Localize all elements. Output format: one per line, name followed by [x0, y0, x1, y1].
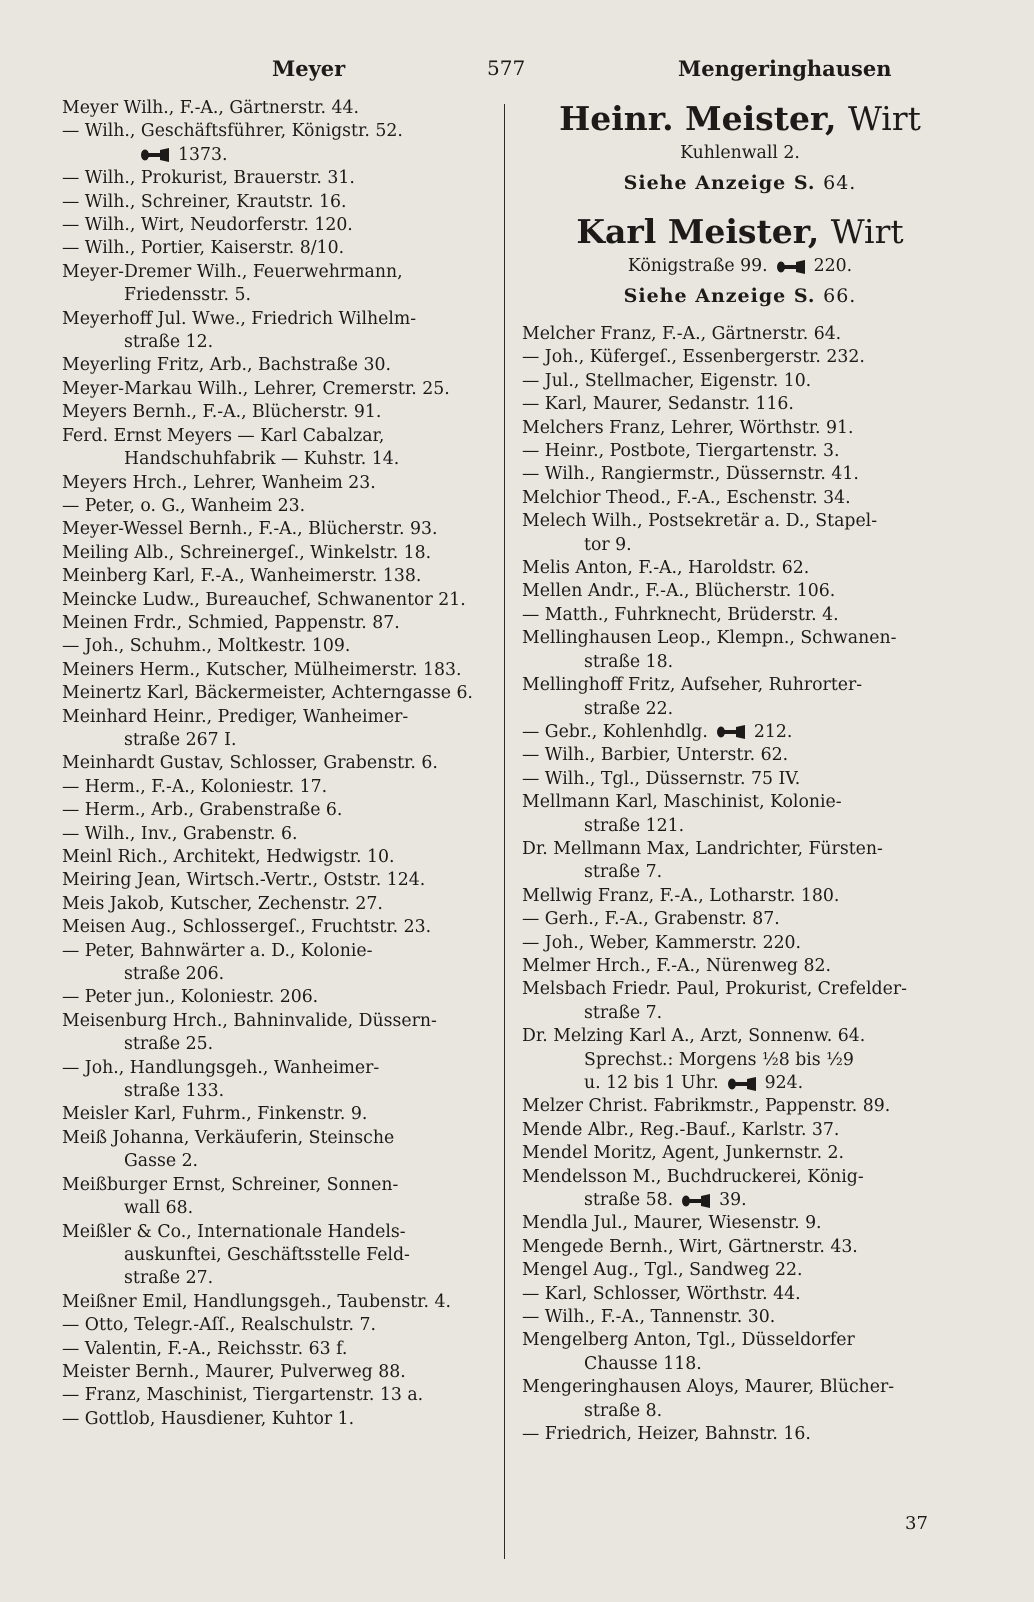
- directory-entry: [62, 167, 504, 190]
- telephone-icon: [140, 148, 170, 162]
- phone-number-value: 212.: [753, 721, 793, 742]
- phone-number: [719, 1073, 803, 1093]
- entry-line: — Wilh., Barbier, Unterstr. 62.: [522, 745, 789, 766]
- entry-continuation: straße 121.: [584, 815, 685, 836]
- entry-line: Meiring Jean, Wirtsch.-Vertr., Oststr. 124.: [62, 870, 426, 891]
- entry-line: — Joh., Handlungsgeh., Wanheimer-: [62, 1057, 380, 1078]
- directory-entry: [62, 799, 504, 822]
- directory-entry: [62, 191, 504, 214]
- entry-line: Melchers Franz, Lehrer, Wörthstr. 91.: [522, 417, 854, 438]
- entry-line: Meis Jakob, Kutscher, Zechenstr. 27.: [62, 893, 383, 914]
- entry-line: — Valentin, F.-A., Reichsstr. 63 f.: [62, 1338, 348, 1359]
- directory-entry: [62, 495, 504, 518]
- entry-line: — Wilh., F.-A., Tannenstr. 30.: [522, 1307, 776, 1328]
- entry-line: Mengeringhausen Aloys, Maurer, Blücher-: [522, 1377, 895, 1398]
- entry-line: — Wilh., Rangiermstr., Düssernstr. 41.: [522, 464, 859, 485]
- entry-line: Meisen Aug., Schlossergeſ., Fruchtstr. 23.: [62, 917, 432, 938]
- entry-line: — Joh., Schuhm., Moltkestr. 109.: [62, 636, 351, 657]
- entry-continuation: straße 22.: [584, 698, 674, 719]
- telephone-icon: [681, 1194, 711, 1208]
- ad-role: Wirt: [830, 212, 904, 251]
- entry-line: Meinertz Karl, Bäckermeister, Achterngasse 6.: [62, 683, 473, 704]
- entry-line: — Wilh., Wirt, Neudorferstr. 120.: [62, 215, 353, 236]
- directory-entry: [62, 846, 504, 869]
- directory-entry: [62, 1338, 504, 1361]
- entry-line: Meyer-Markau Wilh., Lehrer, Cremerstr. 25.: [62, 378, 450, 399]
- directory-entry: [62, 589, 504, 612]
- entry-line: Mengel Aug., Tgl., Sandweg 22.: [522, 1260, 803, 1281]
- telephone-icon: [776, 260, 806, 274]
- directory-entry: [62, 659, 504, 682]
- directory-entry: [522, 791, 958, 838]
- directory-entry: [62, 97, 504, 120]
- directory-entry: [522, 557, 958, 580]
- entry-line: — Peter jun., Koloniestr. 206.: [62, 987, 319, 1008]
- directory-entry: [62, 1057, 504, 1104]
- entry-continuation: straße 25.: [124, 1034, 214, 1055]
- entry-continuation: Gasse 2.: [124, 1151, 199, 1172]
- directory-entry: [62, 893, 504, 916]
- directory-entry: [62, 378, 504, 401]
- entry-line: Meisler Karl, Fuhrm., Finkenstr. 9.: [62, 1104, 368, 1125]
- directory-entry: [522, 955, 958, 978]
- directory-entry: [62, 144, 504, 167]
- entry-line: Melis Anton, F.-A., Haroldstr. 62.: [522, 558, 810, 579]
- entry-line: Meyer Wilh., F.-A., Gärtnerstr. 44.: [62, 98, 359, 118]
- entry-line: Ferd. Ernst Meyers — Karl Cabalzar,: [62, 425, 385, 446]
- directory-entry: [522, 1095, 958, 1118]
- right-entries: [522, 323, 958, 1447]
- entry-line: — Otto, Telegr.-Aſſ., Realschulstr. 7.: [62, 1315, 376, 1336]
- entry-line: — Karl, Schlosser, Wörthstr. 44.: [522, 1283, 801, 1304]
- entry-line: Mendel Moritz, Agent, Junkernstr. 2.: [522, 1143, 845, 1164]
- entry-continuation: Handschuhfabrik — Kuhstr. 14.: [124, 449, 400, 470]
- entry-continuation: u. 12 bis 1 Uhr. 924.: [584, 1073, 804, 1093]
- ad-proprietor: Heinr. Meister,: [559, 99, 837, 138]
- directory-entry: [62, 752, 504, 775]
- entry-line: — Gerh., F.-A., Grabenstr. 87.: [522, 909, 780, 930]
- directory-entry: [522, 1166, 958, 1213]
- directory-entry: [62, 869, 504, 892]
- directory-entry: [62, 823, 504, 846]
- directory-entry: [62, 682, 504, 705]
- entry-continuation: straße 7.: [584, 1002, 663, 1023]
- ad-see-reference: [522, 166, 958, 200]
- directory-entry: [522, 744, 958, 767]
- directory-entry: [62, 1384, 504, 1407]
- entry-continuation: straße 133.: [124, 1081, 225, 1102]
- directory-entry: [522, 440, 958, 463]
- entry-line: Dr. Mellmann Max, Landrichter, Fürsten-: [522, 838, 883, 859]
- phone-number: [132, 145, 227, 165]
- entry-line: Dr. Melzing Karl A., Arzt, Sonnenw. 64.: [522, 1026, 866, 1047]
- directory-entry: [522, 721, 958, 744]
- entry-line: Meinhardt Gustav, Schlosser, Grabenstr. 6.: [62, 753, 438, 774]
- entry-continuation: Sprechst.: Morgens ½8 bis ½9: [584, 1049, 854, 1070]
- entry-line: — Jul., Stellmacher, Eigenstr. 10.: [522, 370, 812, 391]
- advertisement-block: [522, 97, 958, 313]
- entry-line: Meyerling Fritz, Arb., Bachstraße 30.: [62, 355, 391, 376]
- directory-entry: [62, 635, 504, 658]
- entry-line: Mende Albr., Reg.-Bauf., Karlstr. 37.: [522, 1119, 840, 1140]
- directory-entry: [522, 510, 958, 557]
- entry-line: Meyerhoff Jul. Wwe., Friedrich Wilhelm-: [62, 308, 417, 329]
- directory-entry: [522, 674, 958, 721]
- entry-continuation: straße 18.: [584, 651, 674, 672]
- directory-entry: [522, 1376, 958, 1423]
- directory-entry: [522, 463, 958, 486]
- entry-line: Melmer Hrch., F.-A., Nürenweg 82.: [522, 955, 831, 976]
- ad-see-reference: [522, 279, 958, 313]
- left-column: [62, 97, 504, 1431]
- telephone-icon: [727, 1077, 757, 1091]
- entry-line: Meinhard Heinr., Prediger, Wanheimer-: [62, 706, 409, 727]
- entry-line: — Herm., Arb., Grabenstraße 6.: [62, 800, 343, 821]
- ad-address-line: [522, 141, 958, 166]
- ad-see-label: Siehe Anzeige S.: [623, 172, 816, 194]
- directory-entry: [62, 425, 504, 472]
- entry-line: — Heinr., Postbote, Tiergartenstr. 3.: [522, 441, 840, 462]
- entry-line: Meisenburg Hrch., Bahninvalide, Düssern-: [62, 1010, 437, 1031]
- entry-line: — Herm., F.-A., Koloniestr. 17.: [62, 776, 328, 797]
- directory-entry: [62, 1010, 504, 1057]
- directory-entry: [522, 1283, 958, 1306]
- directory-entry: [522, 604, 958, 627]
- directory-entry: [62, 1127, 504, 1174]
- directory-entry: [62, 776, 504, 799]
- ad-see-page: 66.: [823, 285, 857, 307]
- page-number: 577: [487, 56, 526, 80]
- directory-entry: [62, 1314, 504, 1337]
- entry-line: Mengelberg Anton, Tgl., Düsseldorfer: [522, 1330, 855, 1351]
- entry-line: Melsbach Friedr. Paul, Prokurist, Crefelder-: [522, 979, 907, 1000]
- entry-line: Meinen Frdr., Schmied, Pappenstr. 87.: [62, 612, 400, 633]
- ad-see-label: Siehe Anzeige S.: [623, 285, 816, 307]
- ad-role: Wirt: [847, 99, 921, 138]
- entry-line: — Friedrich, Heizer, Bahnstr. 16.: [522, 1424, 811, 1445]
- entry-line: — Wilh., Portier, Kaiserstr. 8/10.: [62, 238, 345, 259]
- directory-entry: [522, 1119, 958, 1142]
- ad-name: [522, 210, 958, 254]
- directory-entry: [522, 1423, 958, 1446]
- entry-line: Mellwig Franz, F.-A., Lotharstr. 180.: [522, 885, 840, 906]
- right-column: [522, 97, 958, 1447]
- ad-address-line: [522, 254, 958, 279]
- directory-entry: [62, 565, 504, 588]
- phone-number: [673, 1190, 746, 1210]
- directory-entry: [62, 214, 504, 237]
- directory-entry: [522, 885, 958, 908]
- entry-line: Meyer-Wessel Bernh., F.-A., Blücherstr. 93.: [62, 519, 438, 540]
- entry-line: Mellinghausen Leop., Klempn., Schwanen-: [522, 628, 897, 649]
- entry-line: Meinl Rich., Architekt, Hedwigstr. 10.: [62, 847, 395, 867]
- directory-entry: [522, 346, 958, 369]
- entry-line: Meißner Emil, Handlungsgeh., Taubenstr. 4.: [62, 1291, 452, 1312]
- entry-line: — Peter, o. G., Wanheim 23.: [62, 495, 306, 516]
- directory-entry: [62, 1408, 504, 1431]
- directory-entry: [522, 323, 958, 346]
- ad-listing: [522, 210, 958, 313]
- phone-number: [708, 722, 792, 742]
- sheet-number: 37: [905, 1513, 928, 1534]
- running-head-left: Meyer: [272, 56, 346, 81]
- entry-line: Melcher Franz, F.-A., Gärtnerstr. 64.: [522, 324, 842, 344]
- directory-entry: [62, 916, 504, 939]
- directory-entry: [522, 1236, 958, 1259]
- directory-entry: [62, 1103, 504, 1126]
- entry-continuation: straße 267 I.: [124, 729, 237, 750]
- directory-entry: [522, 580, 958, 603]
- entry-line: Mellmann Karl, Maschinist, Kolonie-: [522, 792, 842, 813]
- entry-continuation: straße 27.: [124, 1268, 214, 1289]
- directory-entry: [62, 237, 504, 260]
- ad-address: Königstraße 99.: [627, 256, 768, 276]
- entry-line: — Joh., Weber, Kammerstr. 220.: [522, 932, 802, 953]
- entry-line: Meißburger Ernst, Schreiner, Sonnen-: [62, 1174, 399, 1195]
- entry-line: — Wilh., Prokurist, Brauerstr. 31.: [62, 168, 355, 189]
- directory-entry: [62, 542, 504, 565]
- entry-continuation: straße 12.: [124, 332, 214, 353]
- directory-entry: [62, 120, 504, 143]
- directory-entry: [62, 940, 504, 987]
- entry-line: Mendelsson M., Buchdruckerei, König-: [522, 1166, 864, 1187]
- entry-line: Mellinghoff Fritz, Aufseher, Ruhrorter-: [522, 675, 863, 696]
- ad-see-page: 64.: [823, 172, 857, 194]
- running-head-right: Mengeringhausen: [678, 56, 892, 81]
- directory-entry: [522, 1025, 958, 1095]
- entry-line: Mendla Jul., Maurer, Wiesenstr. 9.: [522, 1213, 822, 1234]
- phone-number-value: 924.: [764, 1073, 804, 1093]
- entry-line: Meincke Ludw., Bureauchef, Schwanentor 21.: [62, 589, 466, 610]
- entry-line: — Wilh., Tgl., Düssernstr. 75 IV.: [522, 768, 801, 789]
- entry-continuation: straße 8.: [584, 1400, 663, 1421]
- directory-entry: [522, 1142, 958, 1165]
- directory-entry: [62, 261, 504, 308]
- entry-line: — Wilh., Inv., Grabenstr. 6.: [62, 823, 298, 844]
- column-divider: [504, 104, 505, 1559]
- phone-number-value: 39.: [719, 1190, 747, 1211]
- entry-line: Melech Wilh., Postsekretär a. D., Stapel-: [522, 511, 878, 532]
- entry-line: Meyer-Dremer Wilh., Feuerwehrmann,: [62, 261, 403, 282]
- entry-line: — Peter, Bahnwärter a. D., Kolonie-: [62, 940, 373, 961]
- telephone-icon: [716, 725, 746, 739]
- entry-line: Melzer Christ. Fabrikmstr., Pappenstr. 89.: [522, 1096, 891, 1117]
- directory-entry: [522, 393, 958, 416]
- entry-line: — Wilh., Geschäftsführer, Königstr. 52.: [62, 121, 403, 142]
- entry-line: Meyers Bernh., F.-A., Blücherstr. 91.: [62, 402, 382, 423]
- directory-entry: [62, 401, 504, 424]
- entry-line: — Karl, Maurer, Sedanstr. 116.: [522, 394, 794, 415]
- entry-continuation: Friedensstr. 5.: [124, 285, 251, 306]
- directory-entry: [62, 1174, 504, 1221]
- entry-continuation: auskunftei, Geschäftsstelle Feld-: [124, 1244, 410, 1265]
- entry-line: — Wilh., Schreiner, Krautstr. 16.: [62, 191, 347, 212]
- directory-entry: [522, 768, 958, 791]
- entry-continuation: straße 206.: [124, 964, 225, 985]
- ad-address: Kuhlenwall 2.: [680, 143, 800, 163]
- entry-line: — Franz, Maschinist, Tiergartenstr. 13 a.: [62, 1385, 424, 1406]
- entry-line: Meiners Herm., Kutscher, Mülheimerstr. 183.: [62, 659, 462, 680]
- entry-line: Meister Bernh., Maurer, Pulverweg 88.: [62, 1361, 406, 1382]
- directory-entry: [62, 518, 504, 541]
- entry-line: — Gebr., Kohlenhdlg. 212.: [522, 721, 793, 742]
- phone-number-value: 1373.: [178, 144, 228, 165]
- directory-entry: [62, 308, 504, 355]
- directory-entry: [522, 1212, 958, 1235]
- directory-entry: [62, 706, 504, 753]
- entry-line: Mengede Bernh., Wirt, Gärtnerstr. 43.: [522, 1236, 858, 1257]
- directory-entry: [522, 908, 958, 931]
- directory-entry: [522, 1329, 958, 1376]
- directory-entry: [62, 986, 504, 1009]
- entry-continuation: straße 7.: [584, 862, 663, 883]
- entry-line: Meiß Johanna, Verkäuferin, Steinsche: [62, 1127, 395, 1148]
- entry-line: Mellen Andr., F.-A., Blücherstr. 106.: [522, 581, 836, 602]
- directory-entry: [62, 354, 504, 377]
- directory-entry: [62, 472, 504, 495]
- ad-proprietor: Karl Meister,: [576, 212, 820, 251]
- entry-line: Meiling Alb., Schreinergeſ., Winkelstr. 18.: [62, 542, 432, 563]
- entry-line: — Joh., Küfergeſ., Essenbergerstr. 232.: [522, 347, 865, 368]
- entry-continuation: wall 68.: [124, 1198, 194, 1219]
- entry-line: — Matth., Fuhrknecht, Brüderstr. 4.: [522, 604, 839, 625]
- directory-entry: [522, 487, 958, 510]
- ad-listing: [522, 97, 958, 200]
- entry-line: — Gottlob, Hausdiener, Kuhtor 1.: [62, 1408, 355, 1429]
- entry-continuation: Chausse 118.: [584, 1353, 702, 1374]
- directory-entry: [522, 417, 958, 440]
- directory-entry: [522, 627, 958, 674]
- directory-entry: [522, 1306, 958, 1329]
- entry-continuation: straße 58. 39.: [584, 1190, 747, 1211]
- ad-name: [522, 97, 958, 141]
- entry-line: Melchior Theod., F.-A., Eschenstr. 34.: [522, 487, 851, 508]
- directory-entry: [522, 932, 958, 955]
- directory-entry: [62, 1291, 504, 1314]
- directory-entry: [522, 838, 958, 885]
- entry-line: Meißler & Co., Internationale Handels-: [62, 1221, 406, 1242]
- directory-entry: [522, 1259, 958, 1282]
- ad-phone: 220.: [813, 256, 853, 276]
- entry-line: Meinberg Karl, F.-A., Wanheimerstr. 138.: [62, 566, 422, 587]
- directory-entry: [522, 370, 958, 393]
- entry-line: Meyers Hrch., Lehrer, Wanheim 23.: [62, 472, 376, 493]
- directory-entry: [62, 1361, 504, 1384]
- directory-entry: [62, 612, 504, 635]
- entry-continuation: tor 9.: [584, 534, 632, 555]
- directory-entry: [62, 1221, 504, 1291]
- directory-entry: [522, 978, 958, 1025]
